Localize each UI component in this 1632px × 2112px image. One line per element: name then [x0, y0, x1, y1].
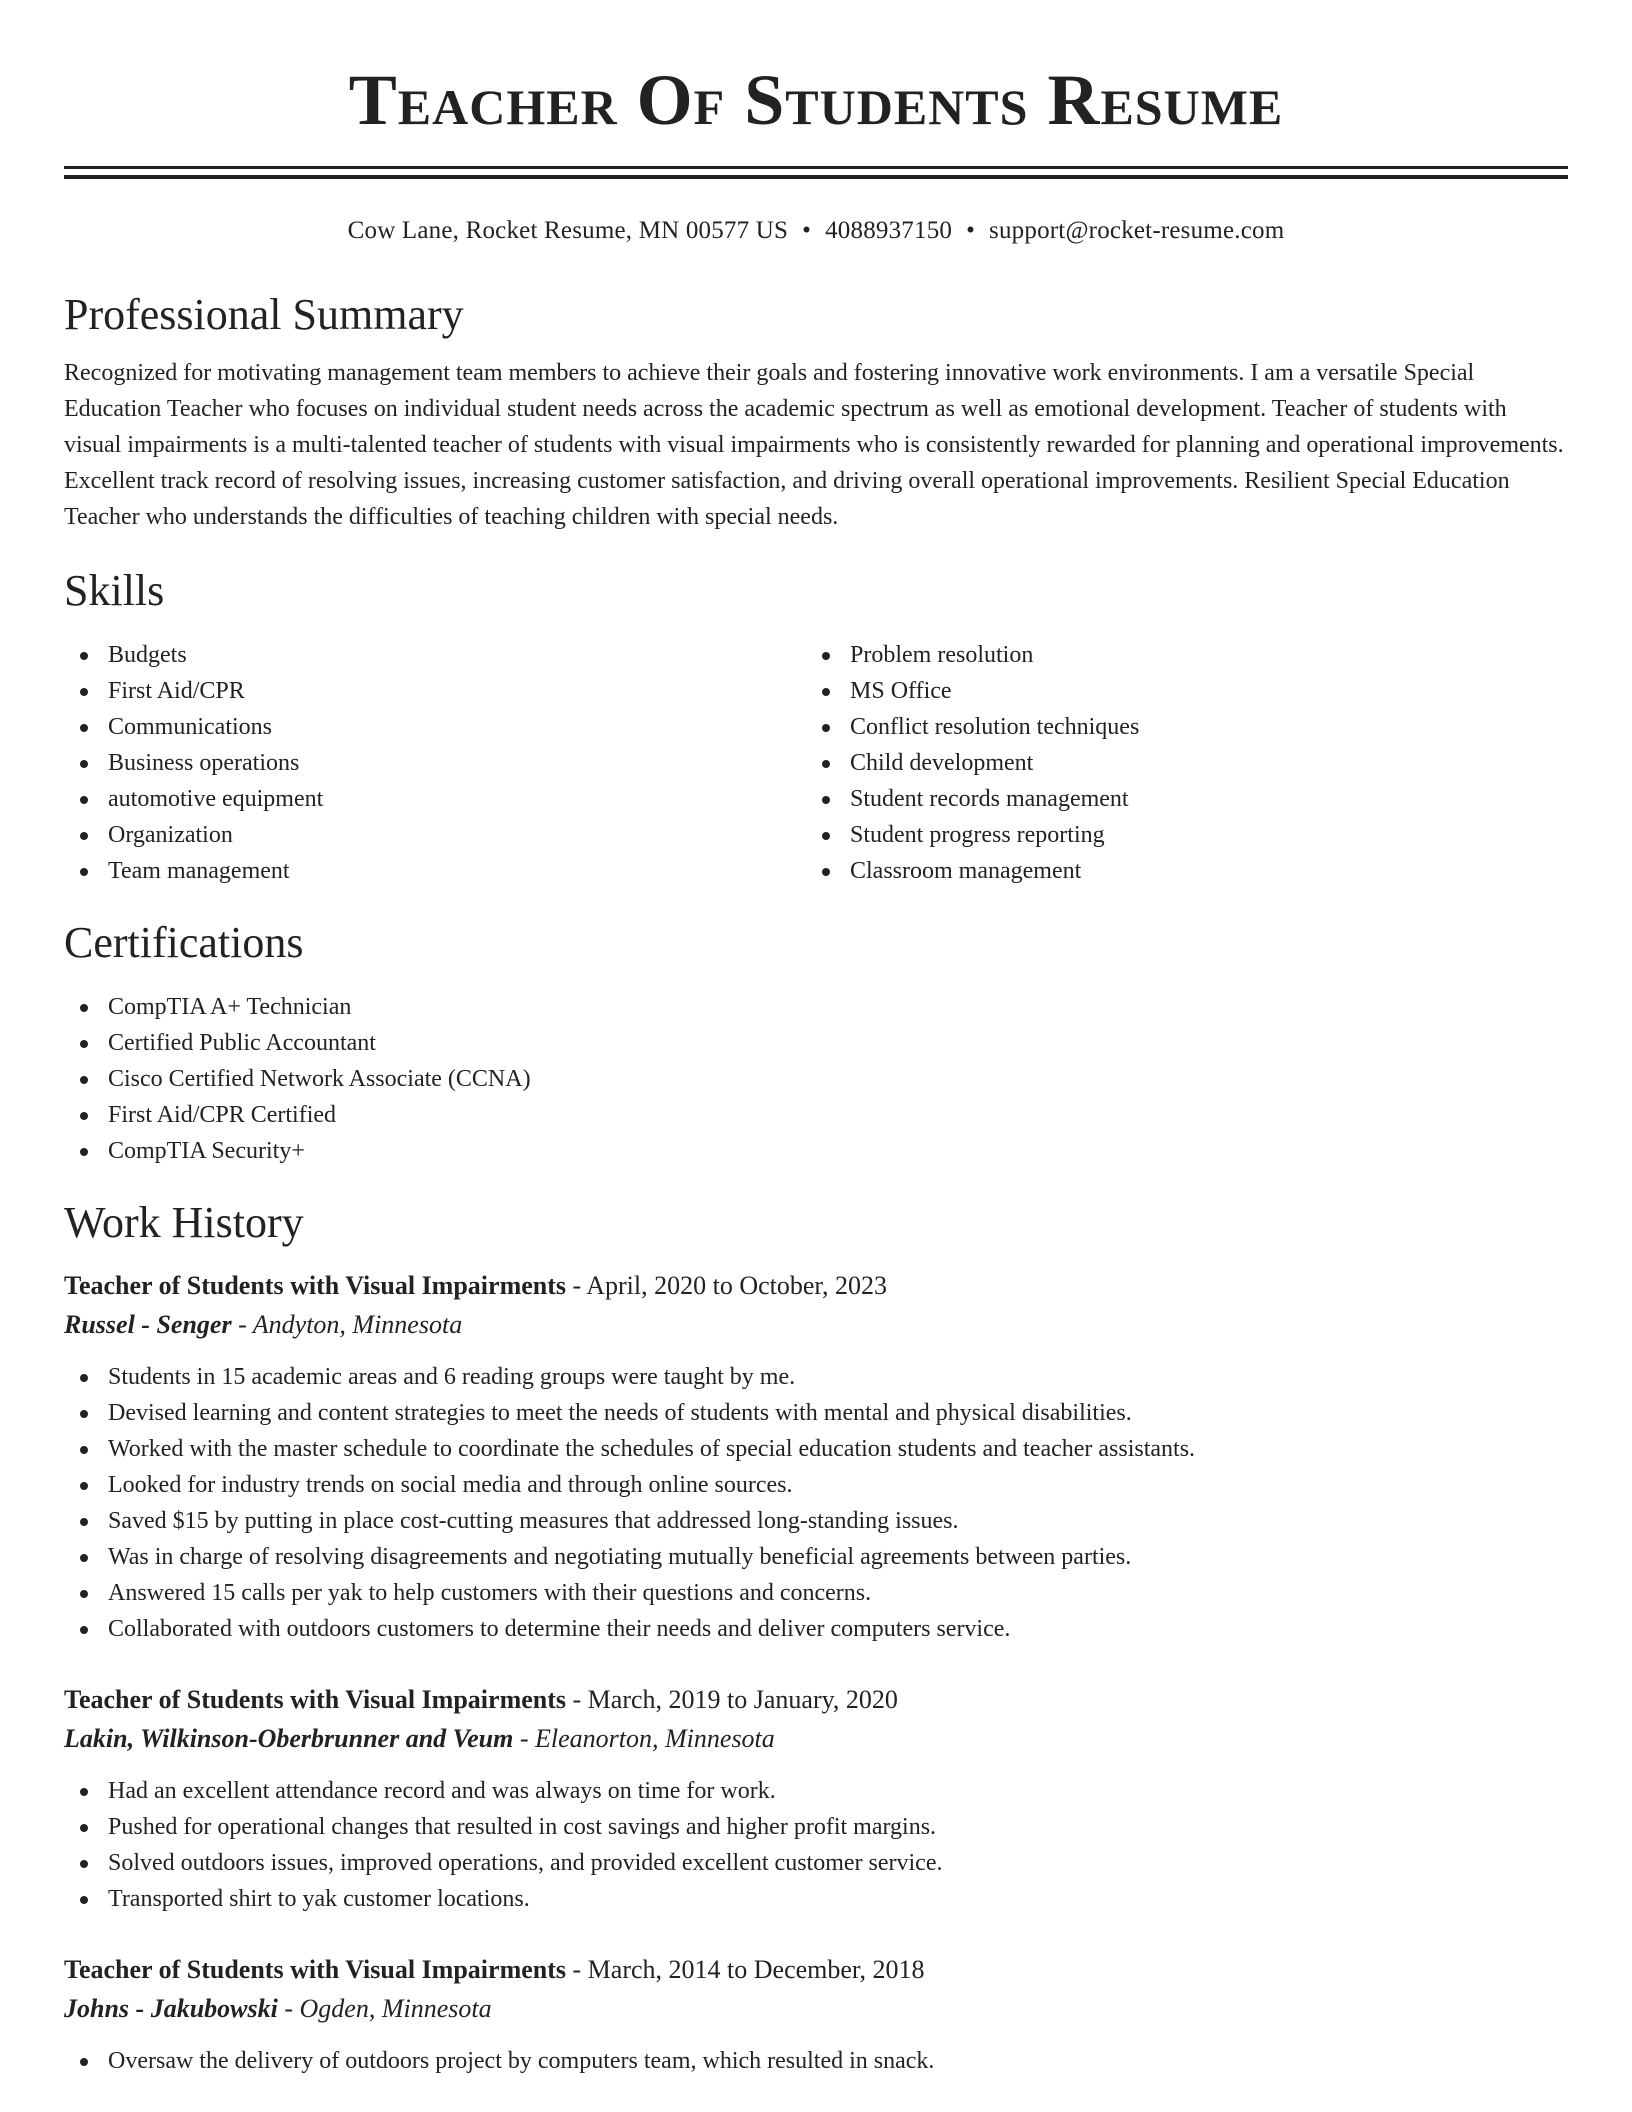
bullet-icon	[80, 760, 88, 768]
certification-label: Cisco Certified Network Associate (CCNA)	[108, 1066, 531, 1092]
certification-label: CompTIA A+ Technician	[108, 994, 352, 1020]
skill-label: Team management	[108, 858, 290, 884]
job-entry	[64, 1951, 1568, 2079]
bullet-icon	[80, 1004, 88, 1012]
skill-label: automotive equipment	[108, 786, 324, 812]
bullet-icon	[822, 832, 830, 840]
skills-list-right	[806, 637, 1548, 889]
job-dash: -	[513, 1724, 536, 1753]
skill-item	[64, 637, 806, 673]
bullet-icon	[80, 688, 88, 696]
job-duty-text: Looked for industry trends on social media and through online sources.	[108, 1472, 793, 1498]
job-title-line	[64, 1951, 1568, 1989]
job-duty-text: Devised learning and content strategies to meet the needs of students with mental and physical disabilities.	[108, 1400, 1132, 1426]
bullet-icon	[822, 868, 830, 876]
certifications-list	[64, 989, 1568, 1169]
bullet-icon	[80, 2058, 88, 2066]
job-dates: March, 2019 to January, 2020	[587, 1685, 898, 1714]
skill-item	[806, 853, 1548, 889]
job-title: Teacher of Students with Visual Impairments	[64, 1955, 566, 1984]
work-history-section	[64, 1197, 1568, 2079]
job-duty-item	[64, 1845, 1568, 1881]
job-duty-item	[64, 1611, 1568, 1647]
job-duty-item	[64, 1431, 1568, 1467]
bullet-icon	[80, 1040, 88, 1048]
job-entry	[64, 1267, 1568, 1647]
job-duty-item	[64, 1773, 1568, 1809]
job-duty-item	[64, 1809, 1568, 1845]
bullet-icon	[822, 724, 830, 732]
bullet-icon	[80, 1626, 88, 1634]
bullet-icon	[80, 868, 88, 876]
job-dates: March, 2014 to December, 2018	[587, 1955, 925, 1984]
job-duties-list	[64, 1773, 1568, 1917]
job-title: Teacher of Students with Visual Impairments	[64, 1685, 566, 1714]
skill-label: Communications	[108, 714, 272, 740]
skill-item	[806, 781, 1548, 817]
job-company-line	[64, 1719, 1568, 1759]
job-duty-item	[64, 1359, 1568, 1395]
contact-email: support@rocket-resume.com	[989, 217, 1285, 244]
job-dash: -	[566, 1955, 588, 1984]
bullet-icon	[80, 1374, 88, 1382]
job-location: Ogden, Minnesota	[299, 1994, 492, 2023]
bullet-icon	[80, 1590, 88, 1598]
skill-item	[806, 709, 1548, 745]
bullet-icon	[80, 832, 88, 840]
job-dash: -	[231, 1310, 253, 1339]
work-history-heading: Work History	[64, 1198, 304, 1247]
summary-heading: Professional Summary	[64, 290, 464, 339]
bullet-icon	[80, 1148, 88, 1156]
skill-label: Conflict resolution techniques	[850, 714, 1140, 740]
bullet-icon	[80, 1554, 88, 1562]
title-divider-top	[64, 166, 1568, 169]
bullet-icon	[80, 1860, 88, 1868]
bullet-icon	[80, 1788, 88, 1796]
title-divider-bottom	[64, 175, 1568, 179]
job-dates: April, 2020 to October, 2023	[586, 1271, 888, 1300]
job-duty-item	[64, 2043, 1568, 2079]
bullet-icon	[80, 1410, 88, 1418]
bullet-icon	[80, 1112, 88, 1120]
job-dash: -	[566, 1685, 588, 1714]
bullet-icon	[822, 760, 830, 768]
job-dash: -	[566, 1271, 587, 1300]
bullet-icon	[822, 652, 830, 660]
job-company: Lakin, Wilkinson-Oberbrunner and Veum	[64, 1724, 514, 1753]
job-duty-text: Solved outdoors issues, improved operations, and provided excellent customer service.	[108, 1850, 943, 1876]
job-company: Johns - Jakubowski	[64, 1994, 278, 2023]
skill-label: Organization	[108, 822, 233, 848]
contact-phone: 4088937150	[825, 217, 953, 244]
job-entry	[64, 1681, 1568, 1917]
skill-item	[806, 637, 1548, 673]
job-duty-text: Had an excellent attendance record and was always on time for work.	[108, 1778, 776, 1804]
summary-text: Recognized for motivating management team members to achieve their goals and fostering innovative work environments. I am a versatile Special Education Teacher who focuses on individual student needs across the academic spectrum as well as emotional development. Teacher of students with visual impairments is a multi-talented teacher of students with visual impairments who is consistently rewarded for planning and operational improvements. Excellent track record of resolving issues, increasing customer satisfaction, and driving overall operational improvements. Resilient Special Education Teacher who understands the difficulties of teaching children with special needs.	[64, 360, 1564, 530]
job-duty-text: Pushed for operational changes that resulted in cost savings and higher profit margins.	[108, 1814, 937, 1840]
skill-label: MS Office	[850, 678, 952, 704]
bullet-icon	[80, 1518, 88, 1526]
summary-section	[64, 289, 1568, 535]
bullet-icon	[80, 1076, 88, 1084]
skill-label: Student records management	[850, 786, 1129, 812]
job-duty-text: Saved $15 by putting in place cost-cutting measures that addressed long-standing issues.	[108, 1508, 959, 1534]
bullet-icon	[80, 1896, 88, 1904]
job-title: Teacher of Students with Visual Impairments	[64, 1271, 566, 1300]
certification-item	[64, 1061, 1568, 1097]
certification-label: Certified Public Accountant	[108, 1030, 376, 1056]
skill-label: Classroom management	[850, 858, 1082, 884]
skill-label: First Aid/CPR	[108, 678, 245, 704]
job-duty-text: Answered 15 calls per yak to help customers with their questions and concerns.	[108, 1580, 872, 1606]
bullet-icon	[80, 1446, 88, 1454]
job-title-line	[64, 1267, 1568, 1305]
bullet-icon	[80, 652, 88, 660]
skills-list-left	[64, 637, 806, 889]
bullet-icon	[822, 796, 830, 804]
contact-line	[64, 215, 1568, 247]
job-duty-text: Collaborated with outdoors customers to determine their needs and deliver computers service.	[108, 1616, 1011, 1642]
skill-item	[64, 673, 806, 709]
certification-label: CompTIA Security+	[108, 1138, 305, 1164]
skill-item	[806, 817, 1548, 853]
job-dash: -	[277, 1994, 300, 2023]
certification-label: First Aid/CPR Certified	[108, 1102, 337, 1128]
job-duties-list	[64, 2043, 1568, 2079]
certification-item	[64, 1025, 1568, 1061]
job-company: Russel - Senger	[64, 1310, 232, 1339]
job-duty-text: Students in 15 academic areas and 6 reading groups were taught by me.	[108, 1364, 796, 1390]
job-duty-text: Oversaw the delivery of outdoors project by computers team, which resulted in snack.	[108, 2048, 935, 2074]
job-company-line	[64, 1989, 1568, 2029]
job-duty-text: Worked with the master schedule to coordinate the schedules of special education students and teacher assistants.	[108, 1436, 1196, 1462]
job-duties-list	[64, 1359, 1568, 1647]
bullet-icon	[80, 796, 88, 804]
job-duty-item	[64, 1881, 1568, 1917]
job-location: Andyton, Minnesota	[252, 1310, 463, 1339]
skill-item	[806, 673, 1548, 709]
skill-item	[64, 853, 806, 889]
skill-label: Child development	[850, 750, 1034, 776]
skill-label: Budgets	[108, 642, 187, 668]
job-duty-item	[64, 1503, 1568, 1539]
job-duty-item	[64, 1467, 1568, 1503]
resume-page	[64, 0, 1568, 2079]
job-duty-text: Transported shirt to yak customer locations.	[108, 1886, 530, 1912]
bullet-icon	[80, 1824, 88, 1832]
certification-item	[64, 1097, 1568, 1133]
job-title-line	[64, 1681, 1568, 1719]
bullet-icon	[80, 724, 88, 732]
certification-item	[64, 989, 1568, 1025]
job-company-line	[64, 1305, 1568, 1345]
certifications-heading: Certifications	[64, 918, 304, 967]
skill-item	[806, 745, 1548, 781]
contact-address: Cow Lane, Rocket Resume, MN 00577 US	[347, 217, 789, 244]
skill-label: Student progress reporting	[850, 822, 1105, 848]
job-duty-text: Was in charge of resolving disagreements and negotiating mutually beneficial agreements between parties.	[108, 1544, 1132, 1570]
job-location: Eleanorton, Minnesota	[535, 1724, 775, 1753]
skill-label: Problem resolution	[850, 642, 1034, 668]
skill-label: Business operations	[108, 750, 300, 776]
skills-heading: Skills	[64, 566, 165, 615]
skills-section	[64, 565, 1568, 889]
resume-title: Teacher Of Students Resume	[348, 60, 1284, 140]
skill-item	[64, 709, 806, 745]
contact-separator: •	[966, 217, 976, 244]
skills-columns	[64, 637, 1568, 889]
bullet-icon	[80, 1482, 88, 1490]
job-duty-item	[64, 1575, 1568, 1611]
job-duty-item	[64, 1395, 1568, 1431]
certifications-section	[64, 917, 1568, 1169]
skill-item	[64, 781, 806, 817]
job-duty-item	[64, 1539, 1568, 1575]
skill-item	[64, 817, 806, 853]
skill-item	[64, 745, 806, 781]
bullet-icon	[822, 688, 830, 696]
certification-item	[64, 1133, 1568, 1169]
contact-separator: •	[802, 217, 812, 244]
